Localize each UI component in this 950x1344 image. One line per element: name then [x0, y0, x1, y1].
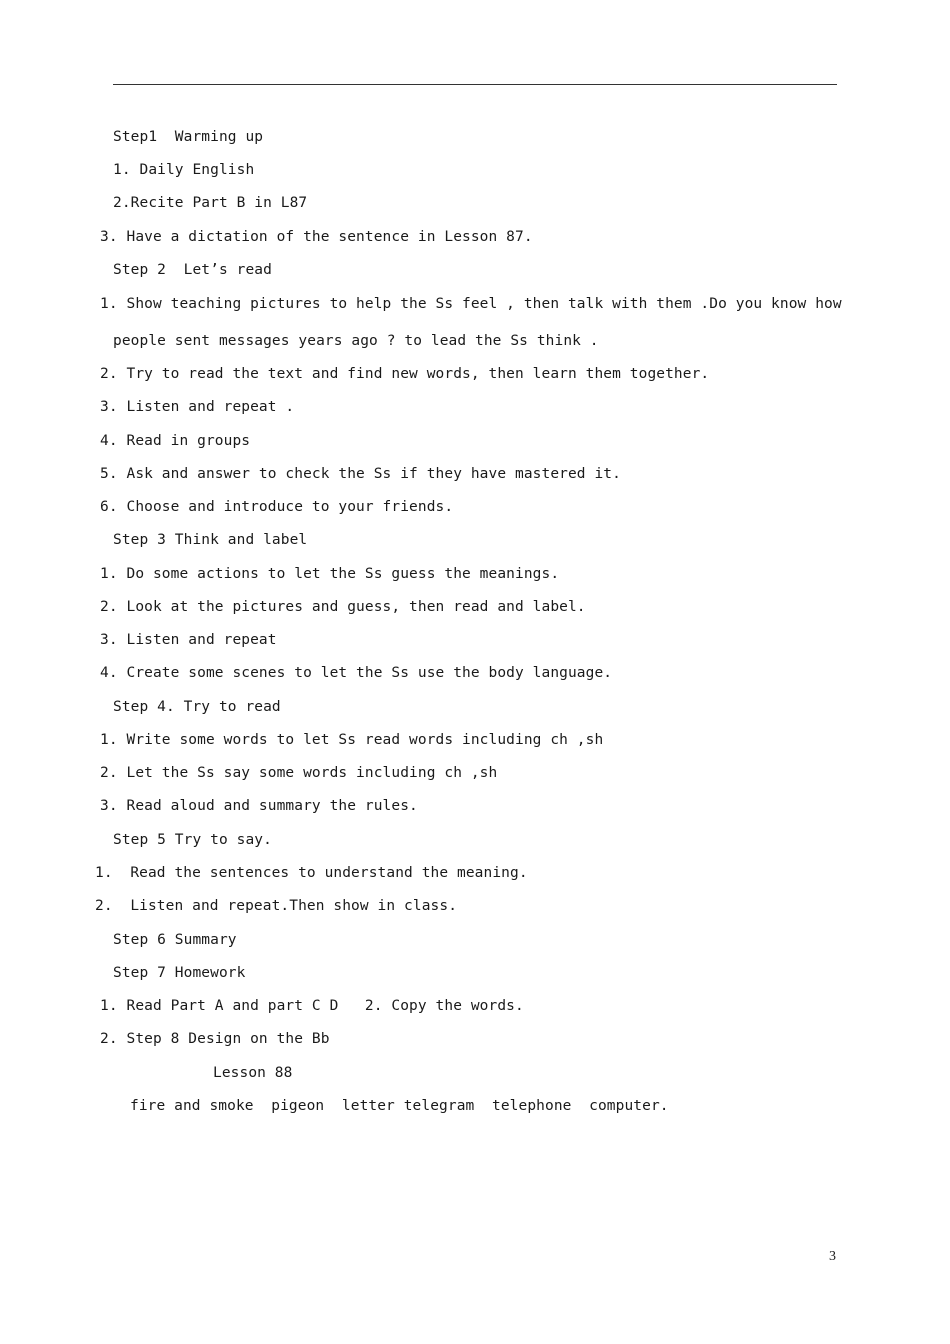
step1-item-1: 1. Daily English: [113, 162, 255, 178]
step5-item-1: 1. Read the sentences to understand the meaning.: [95, 865, 528, 881]
step5-item-2: 2. Listen and repeat.Then show in class.: [95, 898, 458, 914]
step8-item: 2. Step 8 Design on the Bb: [100, 1031, 330, 1047]
step3-heading: Step 3 Think and label: [113, 532, 308, 548]
step2-item-4: 4. Read in groups: [100, 433, 251, 449]
step5-heading: Step 5 Try to say.: [113, 832, 272, 848]
step4-heading: Step 4. Try to read: [113, 699, 281, 715]
step4-item-2: 2. Let the Ss say some words including ch ,sh: [100, 765, 498, 781]
step3-item-2: 2. Look at the pictures and guess, then read and label.: [100, 599, 586, 615]
board-words: fire and smoke pigeon letter telegram telephone computer.: [130, 1098, 669, 1114]
step1-heading: Step1 Warming up: [113, 129, 264, 145]
step7-heading: Step 7 Homework: [113, 965, 246, 981]
step2-item-2: 2. Try to read the text and find new words, then learn them together.: [100, 366, 710, 382]
header-rule: [113, 84, 837, 85]
step3-item-3: 3. Listen and repeat: [100, 632, 277, 648]
step2-heading: Step 2 Let’s read: [113, 262, 272, 278]
step2-item-6: 6. Choose and introduce to your friends.: [100, 499, 454, 515]
board-lesson-title: Lesson 88: [213, 1065, 293, 1081]
page-number: 3: [829, 1249, 836, 1264]
step6-heading: Step 6 Summary: [113, 932, 237, 948]
step3-item-1: 1. Do some actions to let the Ss guess the meanings.: [100, 566, 560, 582]
step7-item-1: 1. Read Part A and part C D 2. Copy the words.: [100, 998, 524, 1014]
step2-item-5: 5. Ask and answer to check the Ss if they have mastered it.: [100, 466, 621, 482]
step1-item-2: 2.Recite Part B in L87: [113, 195, 308, 211]
step3-item-4: 4. Create some scenes to let the Ss use the body language.: [100, 665, 613, 681]
step2-item-1-continued: people sent messages years ago ? to lead the Ss think .: [113, 333, 599, 349]
step1-item-3: 3. Have a dictation of the sentence in Lesson 87.: [100, 229, 533, 245]
step4-item-3: 3. Read aloud and summary the rules.: [100, 798, 418, 814]
step4-item-1: 1. Write some words to let Ss read words including ch ,sh: [100, 732, 604, 748]
step2-item-3: 3. Listen and repeat .: [100, 399, 295, 415]
step2-item-1: 1. Show teaching pictures to help the Ss feel , then talk with them .Do you know how: [100, 296, 842, 312]
